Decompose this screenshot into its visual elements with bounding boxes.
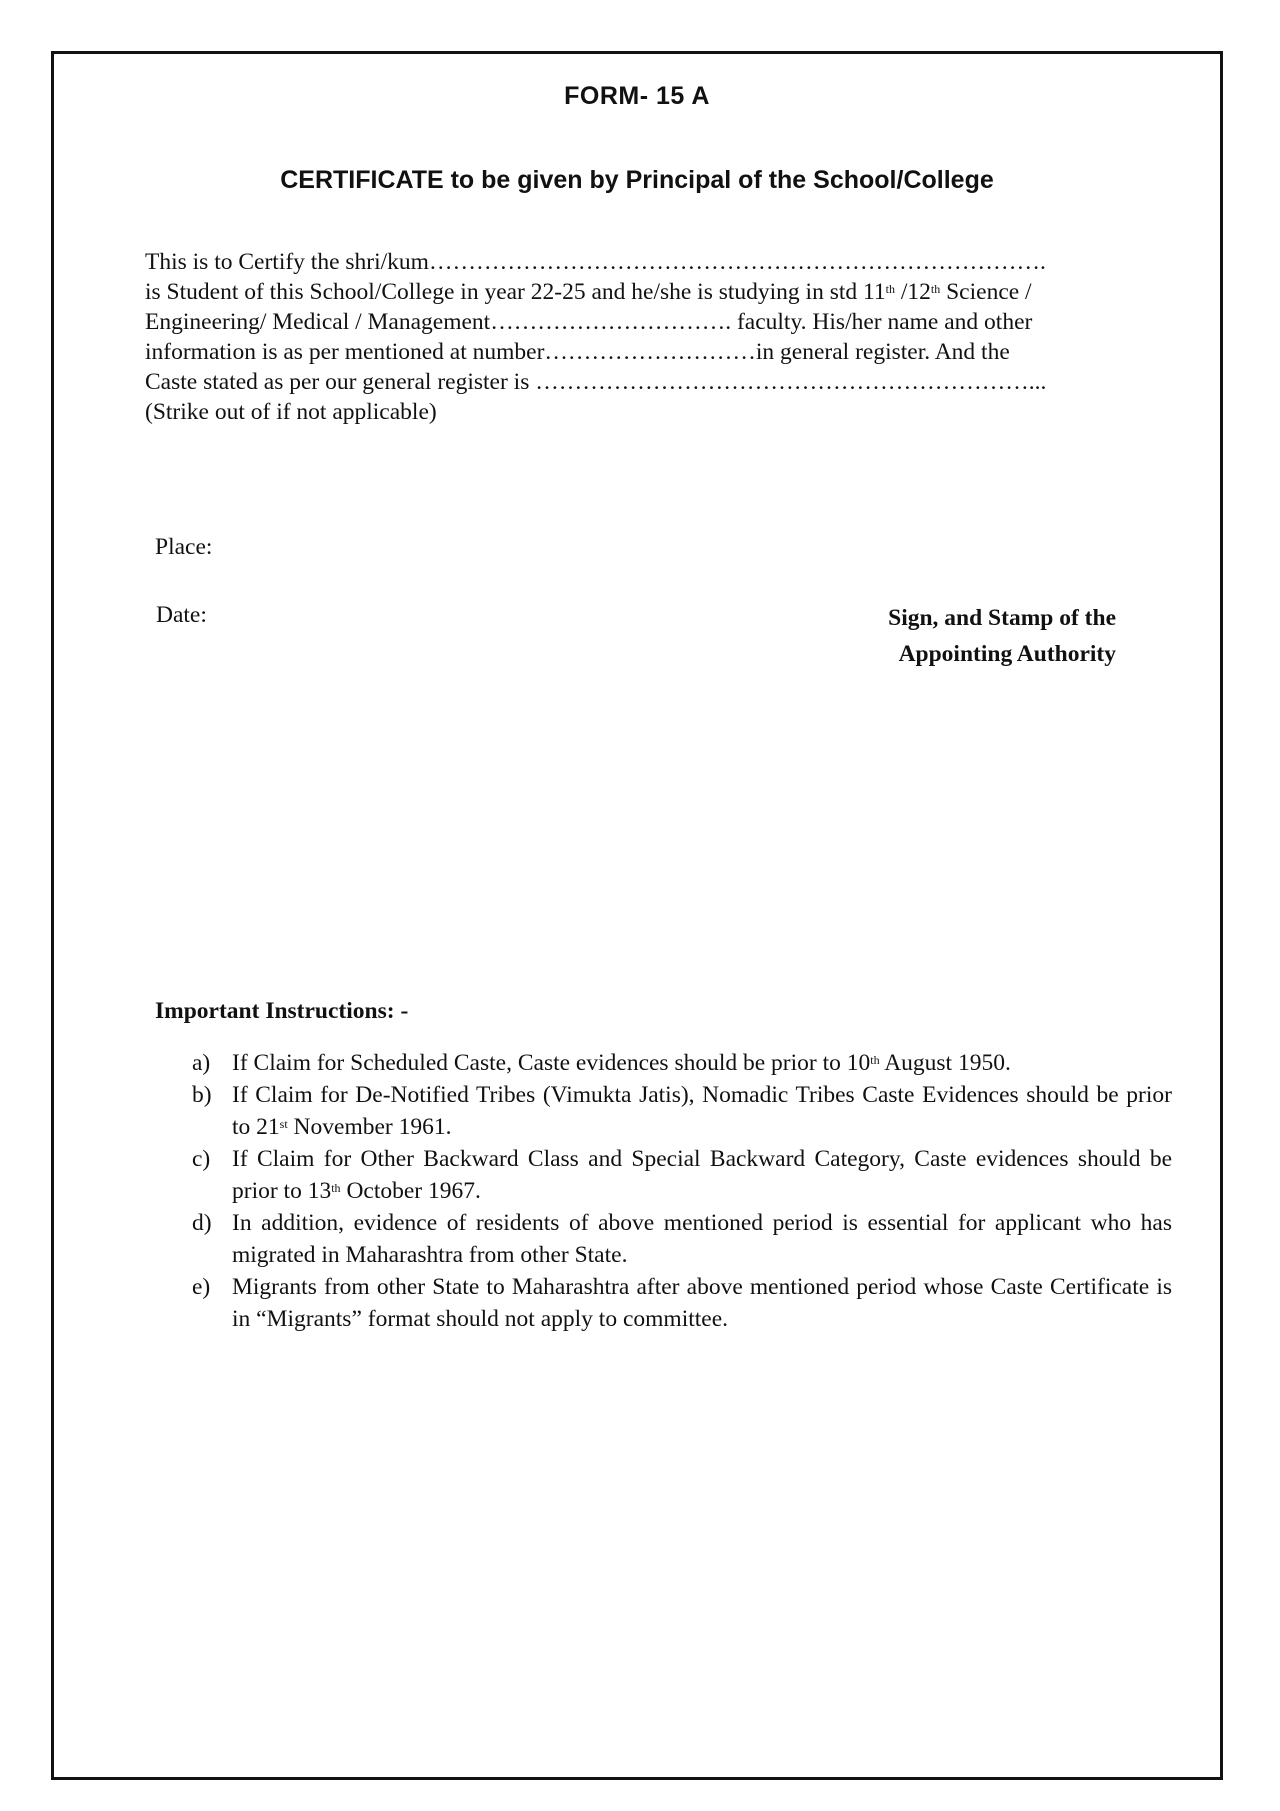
instruction-text <box>232 1047 1172 1079</box>
superscript: th <box>870 1053 880 1067</box>
body-line-1: This is to Certify the shri/kum……………………………………………………………………. <box>145 249 1046 275</box>
instruction-text-pre: If Claim for Scheduled Caste, Caste evidences should be prior to 10 <box>232 1050 871 1076</box>
body-line-2-part-b: /12 <box>894 279 931 305</box>
body-line-2-part-c: Science / <box>940 279 1032 305</box>
page-border <box>51 51 1223 1780</box>
instructions-list <box>192 1047 1172 1335</box>
instruction-item <box>192 1207 1172 1271</box>
signature-block <box>888 600 1116 672</box>
instruction-marker: b) <box>192 1082 212 1108</box>
body-line-3: Engineering/ Medical / Management…………………………. faculty. His/her name and other <box>145 309 1033 335</box>
instruction-text-post: November 1961. <box>287 1114 452 1140</box>
signature-line-2: Appointing Authority <box>898 641 1116 667</box>
instruction-text <box>232 1143 1172 1207</box>
instruction-text-post: August 1950. <box>879 1050 1011 1076</box>
instruction-text <box>232 1207 1172 1271</box>
superscript: th <box>331 1181 341 1195</box>
instruction-text-post: October 1967. <box>340 1178 481 1204</box>
form-number: FORM- 15 A <box>564 82 710 110</box>
instructions-heading: Important Instructions: - <box>155 998 409 1024</box>
instruction-item <box>192 1271 1172 1335</box>
instruction-marker: a) <box>192 1050 211 1076</box>
instruction-text-pre: Migrants from other State to Maharashtra after above mentioned period whose Caste Certificate is in “Migrants” format should not apply to committee. <box>232 1274 1172 1332</box>
instruction-item <box>192 1079 1172 1143</box>
body-line-5: Caste stated as per our general register is ………………………………………………………... <box>145 369 1047 395</box>
instruction-text <box>232 1271 1172 1335</box>
instruction-text-pre: If Claim for Other Backward Class and Special Backward Category, Caste evidences should be prior to 13 <box>232 1146 1172 1204</box>
date-label: Date: <box>156 602 207 628</box>
body-line-2-part-a: is Student of this School/College in year 22-25 and he/she is studying in std 11 <box>145 279 886 305</box>
instruction-marker: e) <box>192 1274 211 1300</box>
place-label: Place: <box>155 534 213 560</box>
instruction-item <box>192 1143 1172 1207</box>
instruction-marker: d) <box>192 1210 212 1236</box>
instruction-text-pre: If Claim for De-Notified Tribes (Vimukta Jatis), Nomadic Tribes Caste Evidences should be prior to 21 <box>232 1082 1172 1140</box>
certificate-title: CERTIFICATE to be given by Principal of the School/College <box>280 166 994 194</box>
superscript: th <box>885 282 895 296</box>
instruction-marker: c) <box>192 1146 211 1172</box>
instruction-text <box>232 1079 1172 1143</box>
body-line-6: (Strike out of if not applicable) <box>145 399 437 425</box>
signature-line-1: Sign, and Stamp of the <box>888 605 1116 631</box>
body-line-2 <box>145 277 1145 307</box>
instruction-item <box>192 1047 1172 1079</box>
superscript: st <box>279 1117 288 1131</box>
instruction-text-pre: In addition, evidence of residents of above mentioned period is essential for applicant who has migrated in Maharashtra from other State. <box>232 1210 1172 1268</box>
body-line-4: information is as per mentioned at number………………………in general register. And the <box>145 339 1010 365</box>
superscript: th <box>930 282 941 296</box>
